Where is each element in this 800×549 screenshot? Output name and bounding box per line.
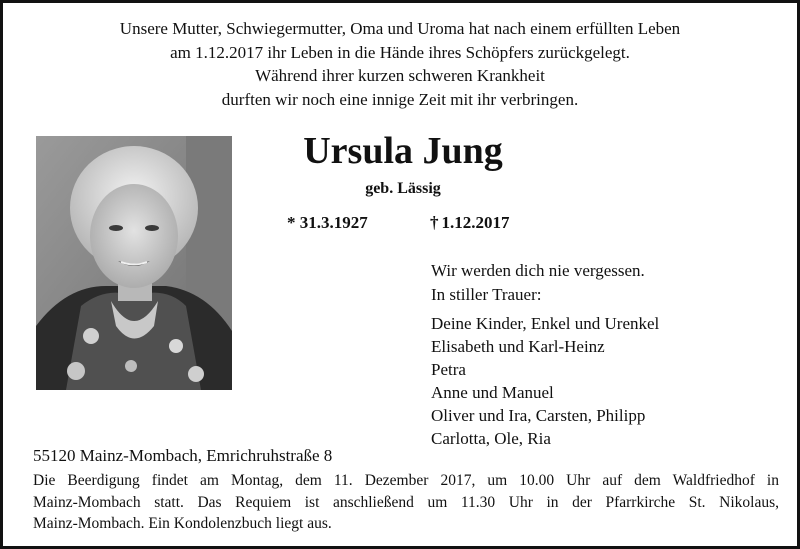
family-list <box>431 312 659 450</box>
intro-line: Während ihrer kurzen schweren Krankheit <box>255 66 545 85</box>
mourners-block <box>431 259 659 450</box>
farewell-line: Wir werden dich nie vergessen. <box>431 261 645 280</box>
intro-line: am 1.12.2017 ihr Leben in die Hände ihres Schöpfers zurückgelegt. <box>170 42 630 62</box>
intro-line: Unsere Mutter, Schwiegermutter, Oma und Uroma hat nach einem erfüllten Leben <box>119 19 681 38</box>
family-member: Carlotta, Ole, Ria <box>431 429 551 448</box>
funeral-line: Mainz-Mombach. Ein Kondolenzbuch liegt aus. <box>33 515 332 532</box>
birth-date: * 31.3.1927 <box>287 213 368 232</box>
birth-name: geb. Lässig <box>365 180 441 197</box>
family-member: Oliver und Ira, Carsten, Philipp <box>431 406 646 425</box>
family-member: Anne und Manuel <box>431 383 554 402</box>
funeral-details <box>33 470 779 535</box>
deceased-name: Ursula Jung <box>303 130 503 172</box>
cross-icon: † <box>430 213 439 232</box>
mourning-line: In stiller Trauer: <box>431 284 542 304</box>
intro-line: durften wir noch eine innige Zeit mit ihr verbringen. <box>221 89 579 109</box>
family-member: Elisabeth und Karl-Heinz <box>431 337 605 356</box>
funeral-line: Die Beerdigung findet am Montag, dem 11. Dezember 2017, um 10.00 Uhr auf dem Waldfriedhof in <box>33 472 779 489</box>
family-member: Deine Kinder, Enkel und Urenkel <box>431 314 660 333</box>
death-date: 1.12.2017 <box>441 213 510 232</box>
funeral-line: Mainz-Mombach statt. Das Requiem ist anschließend um 11.30 Uhr in der Pfarrkirche St. Nikolaus, <box>33 493 779 511</box>
address: 55120 Mainz-Mombach, Emrichruhstraße 8 <box>33 446 333 465</box>
intro-text <box>13 17 787 111</box>
family-member: Petra <box>431 360 466 379</box>
portrait-photo <box>36 136 232 390</box>
death-date-group <box>430 213 510 233</box>
